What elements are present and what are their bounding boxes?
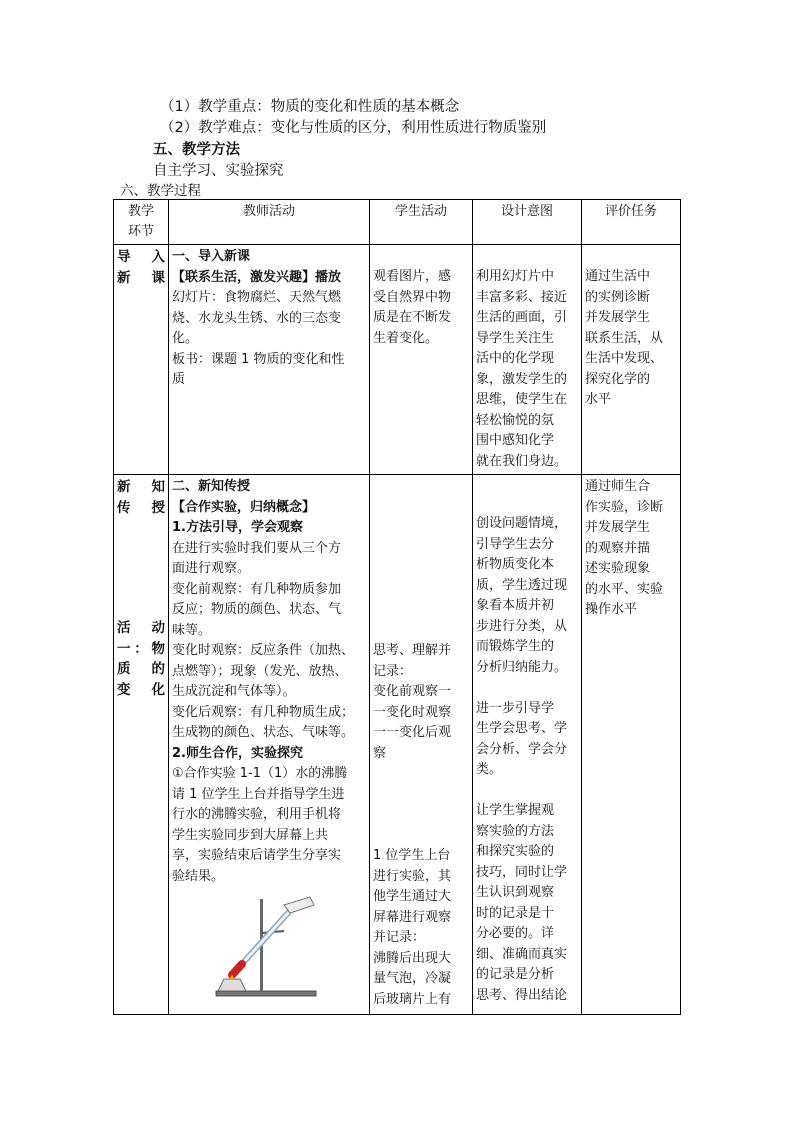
section-heading-process: 六、教学过程 — [120, 183, 201, 199]
header-student: 学生活动 — [370, 200, 473, 245]
stand-base — [216, 991, 316, 996]
teacher-cell: 二、新知传授 【合作实验，归纳概念】 1.方法引导，学会观察 在进行实验时我们要从三个方 面进行观察。 变化前观察：有几种物质参加 反应；物质的颜色、状态、气 味等。 变化时观察：反应条件（加热、 点燃等）；现象（发光、放热、 生成沉淀和气体等）。 变化后观察：有几种物质生成； 生成物的颜色、状态、气味等。 2.师生合作，实验探究 ①合作实验 1-1（1）水的沸腾 请 1 位学生上台并指导学生进 行水的沸腾实验，利用手机将 学生实验同步到大屏幕上共 享，实验结束后请学生分享实 验结果。 — [169, 475, 370, 1015]
design-cell: 创设问题情境， 引导学生去分 析物质变化本 质，学生透过现 象看本质并初 步进行分类，从 而锻炼学生的 分析归纳能力。 进一步引导学 生学会思考、学 会分析、学会分 类。 让学生掌握观 察实验的方法 和探究实验的 技巧，同时让学 生认识到观察 时的记录是十 分必要的。详 细、准确而真实 的记录是分析 思考、得出结论 — [473, 475, 582, 1015]
header-teacher: 教师活动 — [169, 200, 370, 245]
teaching-process-table — [113, 199, 681, 1015]
eval-cell: 通过生活中 的实例诊断 并发展学生 联系生活，从 生活中发现、 探究化学的 水平 — [582, 245, 681, 475]
table-row — [114, 245, 681, 475]
boiling-apparatus-illustration — [210, 893, 366, 1011]
student-cell: 思考、理解并 记录： 变化前观察一 一变化时观察 一一变化后观 察 1 位学生上台 进行实验，其 他学生通过大 屏幕进行观察 并记录： 沸腾后出现大 量气泡，冷凝 后玻璃片上有 — [370, 475, 473, 1015]
glass-slide — [284, 897, 314, 913]
heated-liquid — [232, 964, 242, 975]
header-eval: 评价任务 — [582, 200, 681, 245]
eval-cell: 通过师生合 作实验，诊断 并发展学生 的观察并描 述实验现象 的水平、实验 操作水平 — [582, 475, 681, 1015]
design-cell: 利用幻灯片中 丰富多彩、接近 生活的画面，引 导学生关注生 活中的化学现 象，激发学生的 思维，使学生在 轻松愉悦的氛 围中感知化学 就在我们身边。 — [473, 245, 582, 475]
teacher-cell: 一、导入新课 【联系生活，激发兴趣】播放 幻灯片：食物腐烂、天然气燃 烧、水龙头生锈、水的三态变 化。 板书：课题 1 物质的变化和性 质 — [169, 245, 370, 475]
section-heading-methods: 五、教学方法 — [153, 142, 240, 158]
table-row — [114, 475, 681, 1015]
header-design: 设计意图 — [473, 200, 582, 245]
stage-cell: 新知 传授 活动 一：物 质的 变化 — [114, 475, 169, 1015]
alcohol-lamp — [218, 979, 246, 991]
table-header-row — [114, 200, 681, 245]
stage-cell: 导入 新课 — [114, 245, 169, 475]
header-stage: 教学 环节 — [114, 200, 169, 245]
difficult-point: （2）教学难点：变化与性质的区分，利用性质进行物质鉴别 — [160, 120, 547, 136]
key-point: （1）教学重点：物质的变化和性质的基本概念 — [160, 99, 460, 115]
methods-text: 自主学习、实验探究 — [153, 163, 284, 179]
student-cell: 观看图片，感 受自然界中物 质是在不断发 生着变化。 — [370, 245, 473, 475]
